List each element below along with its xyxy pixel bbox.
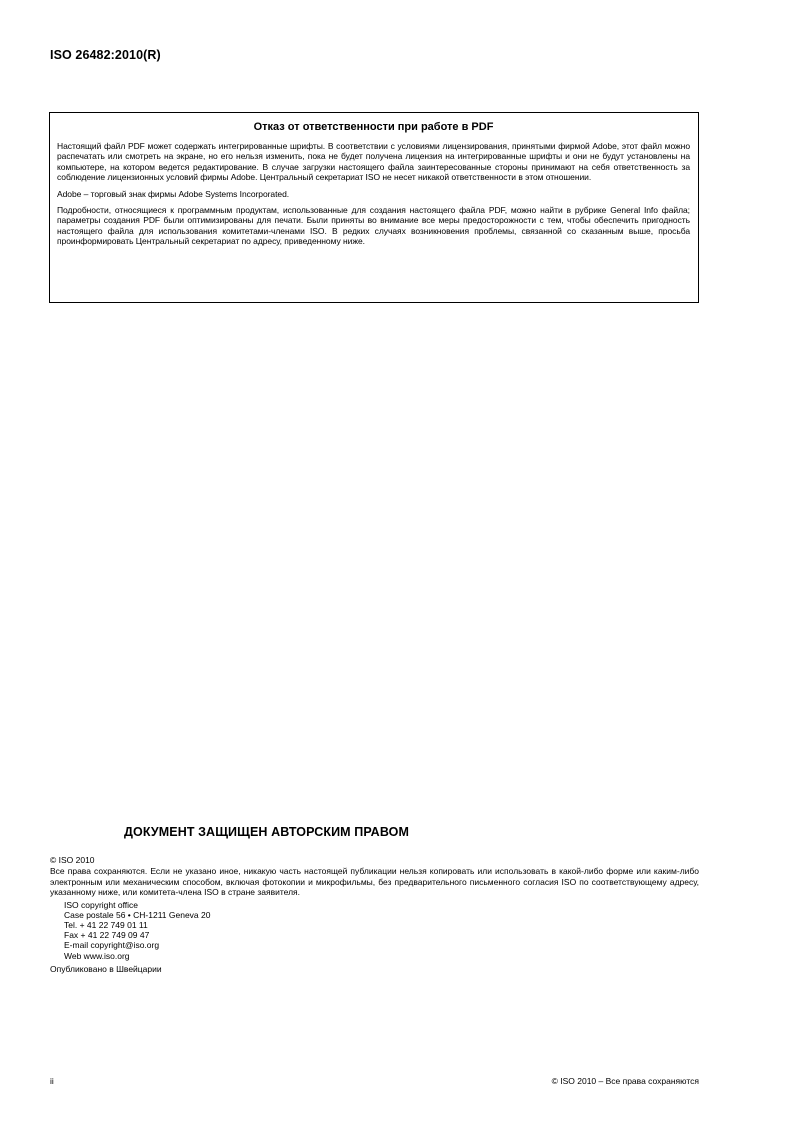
disclaimer-paragraph-fonts: Настоящий файл PDF может содержать интегрированные шрифты. В соответствии с условиями лицензирования, принятыми фирмой Adobe, этот файл можно распечатать или смотреть на экране, но его нельзя изменить, пока не будет получена лицензия на интегрированные шрифты и они не будут установлены на компьютере, на котором ведется редактирование. В случае загрузки настоящего файла заинтересованные стороны принимают на себя ответственность за соблюдение лицензионных условий фирмы Adobe. Центральный секретариат ISO не несет никакой ответственности в этом отношении. — [57, 141, 690, 183]
pdf-disclaimer-box — [49, 112, 699, 303]
footer-rights: © ISO 2010 – Все права сохраняются — [551, 1076, 699, 1086]
page-number: ii — [50, 1076, 54, 1086]
address-office: ISO copyright office — [64, 899, 139, 910]
copyright-block — [50, 855, 699, 974]
document-id: ISO 26482:2010(R) — [50, 48, 161, 62]
published-in: Опубликовано в Швейцарии — [50, 963, 162, 974]
disclaimer-title: Отказ от ответственности при работе в PDF — [253, 121, 494, 133]
copyright-year: © ISO 2010 — [50, 855, 95, 865]
address-postal: Case postale 56 • CH-1211 Geneva 20 — [64, 909, 211, 920]
disclaimer-paragraph-trademark: Adobe – торговый знак фирмы Adobe Systems Incorporated. — [57, 188, 290, 199]
iso-address — [64, 900, 699, 961]
disclaimer-paragraph-details: Подробности, относящиеся к программным продуктам, использованные для создания настоящего файла PDF, можно найти в рубрике General Info файла; параметры создания PDF были оптимизированы для печати. Были приняты во внимание все меры предосторожности с тем, чтобы обеспечить пригодность настоящего файла для использования комитетами-членами ISO. В редких случаях возникновения проблемы, связанной со сказанным выше, просьба проинформировать Центральный секретариат по адресу, приведенному ниже. — [57, 205, 690, 247]
address-email: E-mail copyright@iso.org — [64, 940, 160, 951]
address-tel: Tel. + 41 22 749 01 11 — [64, 920, 148, 931]
copyright-text: Все права сохраняются. Если не указано иное, никакую часть настоящей публикации нельзя копировать или использовать в какой-либо форме или каким-либо электронным или механическим способом, включая фотокопии и микрофильмы, без предварительного письменного согласия ISO по соответствующему адресу, указанному ниже, или комитета-члена ISO в стране заявителя. — [50, 866, 699, 898]
address-fax: Fax + 41 22 749 09 47 — [64, 930, 150, 941]
copyright-heading: ДОКУМЕНТ ЗАЩИЩЕН АВТОРСКИМ ПРАВОМ — [124, 825, 409, 839]
address-web: Web www.iso.org — [64, 950, 130, 961]
